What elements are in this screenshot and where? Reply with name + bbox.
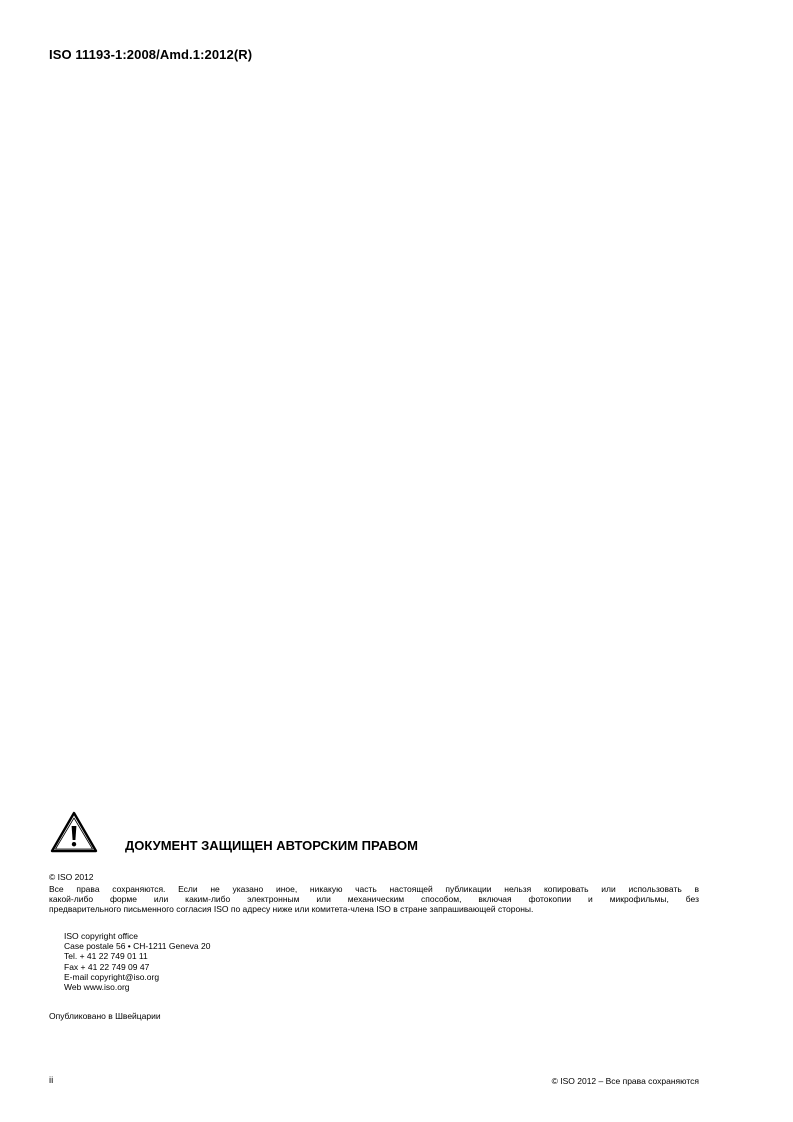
copyright-office-address	[64, 931, 210, 992]
copyright-year: © ISO 2012	[49, 872, 94, 882]
footer-copyright: © ISO 2012 – Все права сохраняются	[551, 1076, 699, 1086]
page-number: ii	[49, 1075, 54, 1086]
postal-address: Case postale 56 • CH-1211 Geneva 20	[64, 941, 211, 952]
copyright-warning	[49, 810, 699, 860]
telephone: Tel. + 41 22 749 01 11	[64, 951, 148, 962]
rights-line: предварительного письменного согласия ISO по адресу ниже или комитета-члена ISO в стране запрашивающей стороны.	[49, 904, 534, 914]
email: E-mail copyright@iso.org	[64, 971, 160, 982]
warning-triangle-icon	[49, 810, 99, 854]
published-in: Опубликовано в Швейцарии	[49, 1011, 161, 1021]
rights-line: Все права сохраняются. Если не указано иное, никакую часть настоящей публикации нельзя копировать или использовать в	[49, 884, 699, 894]
website: Web www.iso.org	[64, 982, 130, 993]
rights-line: какой-либо форме или каким-либо электронным или механическим способом, включая фотокопии и микрофильмы, без	[49, 894, 699, 904]
document-number: ISO 11193-1:2008/Amd.1:2012(R)	[49, 47, 253, 62]
fax: Fax + 41 22 749 09 47	[64, 961, 150, 972]
office-name: ISO copyright office	[64, 931, 139, 941]
rights-paragraph	[49, 884, 699, 914]
copyright-title: ДОКУМЕНТ ЗАЩИЩЕН АВТОРСКИМ ПРАВОМ	[125, 838, 418, 853]
